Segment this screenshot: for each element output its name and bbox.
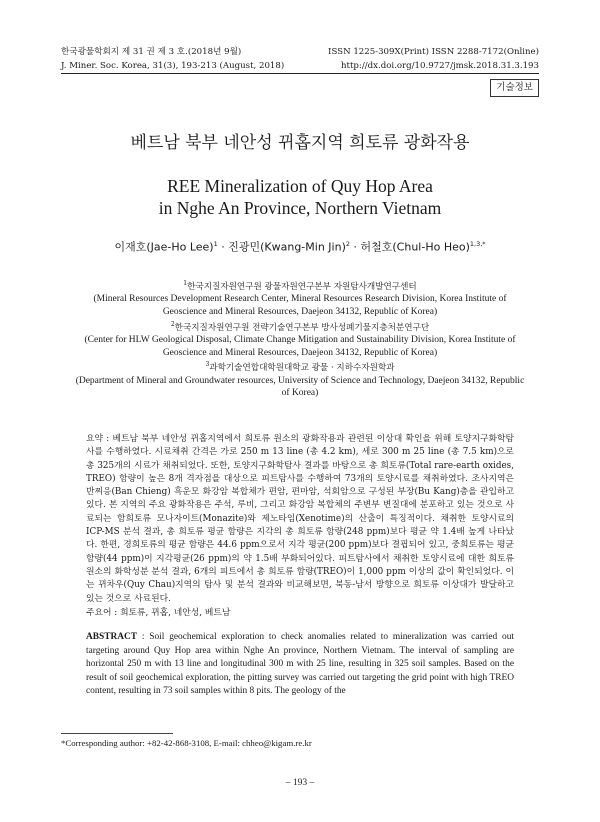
abstract-english-separator: : [137, 632, 150, 642]
footnote-rule [61, 733, 173, 734]
header-rule [61, 73, 539, 74]
abstract-english-label: ABSTRACT [86, 632, 138, 642]
affiliation-number: 2 [170, 320, 175, 328]
keywords-korean [86, 606, 230, 620]
author-separator: · [350, 240, 361, 254]
affiliation-english: (Mineral Resources Development Research Center, Mineral Resources Research Division, Korea Institute of Geoscience and Mineral Resources, Daejeon 34132, Republic of Korea) [93, 294, 507, 318]
affiliation-korean: $^1$한국지질자원연구원 광물자원연구본부 자원탐사개발연구센터 [183, 280, 417, 292]
title-korean: 베트남 북부 네안성 뀌홉지역 희토류 광화작용 [130, 133, 470, 154]
affiliations [72, 278, 528, 400]
page-number: – 193 – [285, 778, 315, 788]
abstract-korean-label: 요약 : [86, 434, 113, 444]
abstract-korean [86, 433, 514, 606]
abstract-korean-text: 베트남 북부 네안성 뀌홉지역에서 희토류 원소의 광화작용과 관련된 이상대 확인을 위해 토양지구화학탐사를 수행하였다. 시료채취 간격은 가로 250 m 13 line (총 4.2 km), 세로 300 m 25 line (총 7.5 km)으로 총 325개의 시료가 채취되었다. 또한, 토양지구화학탐사 결과를 바탕으로 총 희토류(Total rare-earth oxides, TREO) 함량이 높은 8개 격자점을 대상으로 피트탐사를 수행하여 73개의 토양시료를 채취하였다. 조사지역은 반찌응(Ban Chieng) 흑운모 화강암 복합체가 편암, 편마암, 석회암으로 구성된 부장(Bu Kang)층을 관입하고 있다. 본 지역의 주요 광화작용은 주석, 루비, 그리고 화강암 복합체의 주변부 변질대에 분포하고 있는 것으로 사료되는 함희토류 모나자이트(Monazite)와 제노타임(Xenotime)의 산출이 특징적이다. 채취한 토양시료의 ICP-MS 분석 결과, 총 희토류 평균 함량은 지각의 총 희토류 함량(248 ppm)보다 평균 약 1.4배 높게 나타났다. 한편, 경희토류의 평균 함량은 44.6 ppm으로서 지각 평균(200 ppm)보다 결핍되어 있고, 중희토류는 평균 함량(44 ppm)이 지각평균(26 ppm)의 약 1.5배 부화되어있다. 피트탐사에서 채취한 토양시료에 대한 희토류원소의 화학성분 분석 결과, 6개의 피트에서 총 희토류 함량(TREO)이 1,000 ppm 이상의 값이 확인되었다. 이는 뀌차우(Quy Chau)지역의 탐사 및 분석 결과와 비교해보면, 북동-남서 방향으로 희토류 이상대가 발달하고 있는 것으로 사료된다. [86, 434, 514, 604]
title-english-line-2: in Nghe An Province, Northern Vietnam [158, 198, 442, 218]
author-affiliation-mark: 1,3,* [469, 240, 486, 248]
journal-name-korean: 한국광물학회지 제 31 권 제 3 호.(2018년 9월) [61, 47, 242, 57]
keywords-text: 희토류, 뀌홉, 네안성, 베트남 [120, 608, 231, 618]
keywords-label: 주요어 : [86, 608, 121, 618]
author-affiliation-mark: 2 [345, 240, 350, 248]
doi-link[interactable]: http://dx.doi.org/10.9727/jmsk.2018.31.3.193 [340, 61, 539, 71]
author-name: 이재호(Jae-Ho Lee) [114, 240, 214, 254]
affiliation-number: 3 [205, 361, 210, 369]
author-list [0, 236, 600, 256]
affiliation-korean: $^2$한국지질자원연구원 전략기술연구본부 방사성폐기물지층처분연구단 [170, 320, 430, 333]
category-badge: 기술정보 [490, 79, 539, 97]
issn: ISSN 1225-309X(Print) ISSN 2288-7172(Online) [328, 47, 539, 57]
author-separator: · [217, 240, 229, 254]
abstract-english [86, 631, 514, 699]
affiliation-english: (Department of Mineral and Groundwater resources, University of Science and Technology, Daejeon 34132, Republic of Korea) [75, 375, 525, 399]
title-english [0, 175, 600, 219]
journal-identifiers [328, 45, 539, 73]
author-affiliation-mark: 1 [213, 240, 218, 248]
journal-citation [61, 45, 284, 73]
title-english-line-1: REE Mineralization of Quy Hop Area [167, 176, 433, 196]
author-name: 진광민(Kwang-Min Jin) [228, 240, 346, 254]
author-name: 허철호(Chul-Ho Heo) [360, 240, 470, 254]
journal-name-english: J. Miner. Soc. Korea, 31(3), 193-213 (August, 2018) [61, 61, 285, 71]
affiliation-number: 1 [183, 280, 188, 287]
affiliation-korean: $^3$과학기술연합대학원대학교 광물 · 지하수자원학과 [205, 361, 395, 374]
corresponding-author-footnote: *Corresponding author: +82-42-868-3108, E-mail: chheo@kigam.re.kr [61, 738, 312, 748]
abstract-english-text: Soil geochemical exploration to check anomalies related to mineralization was carried out targeting around Quy Hop area within Nghe An province, Northern Vietnam. The interval of sampling are horizontal 250 m with 13 line and longitudinal 300 m with 25 line, resulting in 325 soil samples. Based on the result of soil geochemical exploration, the pitting survey was carried out targeting the grid point with high TREO content, resulting in 73 soil samples within 8 pits. The geology of the [86, 632, 514, 697]
affiliation-english: (Center for HLW Geological Disposal, Climate Change Mitigation and Sustainability Division, Korea Institute of Geoscience and Mineral Resources, Daejeon 34132, Republic of Korea) [84, 335, 516, 358]
